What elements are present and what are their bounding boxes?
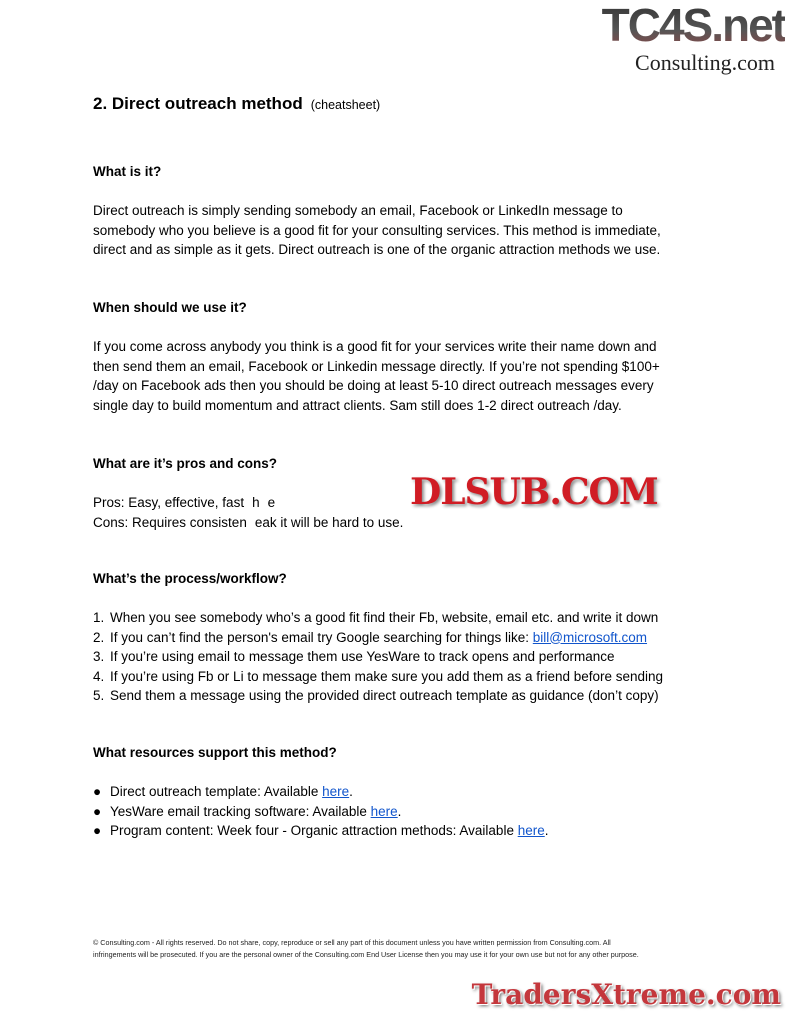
heading-process: What’s the process/workflow? [93, 571, 287, 586]
list-item: 3. If you’re using email to message them use YesWare to track opens and performance [93, 649, 615, 664]
list-item: 4. If you’re using Fb or Li to message them make sure you add them as a friend before sending [93, 668, 664, 684]
dlsub-watermark: DLSUB.COM [410, 471, 658, 513]
list-item: ● Program content: Week four - Organic attraction methods: Available here. [93, 823, 549, 838]
list-item: 1. When you see somebody who’s a good fit find their Fb, website, email etc. and write it down [93, 610, 659, 625]
page-title: 2. Direct outreach method (cheatsheet) [93, 94, 381, 113]
template-link[interactable]: here [322, 784, 350, 799]
yesware-link[interactable]: here [370, 803, 398, 819]
paragraph-when: If you come across anybody you think is a good fit for your services write their name down and then send them an email, Facebook or Linkedin message directly. If you’re not spending $100+ /day on Facebook ads then you should be doing at least 5-10 direct outreach messages every single day to build momentum and attract clients. Sam still does 1-2 direct outreach /day. [93, 339, 660, 413]
title-note: (cheatsheet) [310, 98, 381, 112]
heading-pros-cons: What are it’s pros and cons? [93, 456, 278, 471]
heading-resources: What resources support this method? [93, 745, 337, 760]
list-item: 2. If you can’t find the person's email try Google searching for things like: bill@microsoft.com [93, 629, 648, 645]
list-item: ● YesWare email tracking software: Available here. [93, 803, 402, 819]
program-content-link[interactable]: here [517, 823, 545, 838]
process-list [93, 608, 713, 706]
list-item: ● Direct outreach template: Available here. [93, 784, 353, 799]
paragraph-what: Direct outreach is simply sending somebody an email, Facebook or LinkedIn message to somebody who you believe is a good fit for your consulting services. This method is immediate, direct and as simple as it gets. Direct outreach is one of the organic attraction methods we use. [93, 203, 661, 257]
paragraph-pros-cons: Pros: Easy, effective, fast h e Cons: Requires consisten eak it will be hard to use. [93, 495, 404, 530]
tradersxtreme-watermark: TradersXtreme.com [471, 978, 781, 1011]
footer-copyright: © Consulting.com - All rights reserved. Do not share, copy, reproduce or sell any part of this document unless you have written permission from Consulting.com. All infringements will be prosecuted. If you are the personal owner of the Consulting.com End User License then you may use it for your own use but not for any other purpose. [93, 938, 639, 959]
list-item: 5. Send them a message using the provided direct outreach template as guidance (don’t copy) [93, 688, 659, 703]
tc4s-logo: TC4S.net Consulting.com [601, 0, 785, 75]
email-link[interactable]: bill@microsoft.com [532, 629, 648, 645]
heading-when: When should we use it? [93, 300, 247, 315]
heading-what: What is it? [93, 164, 162, 179]
resources-list [93, 782, 713, 841]
